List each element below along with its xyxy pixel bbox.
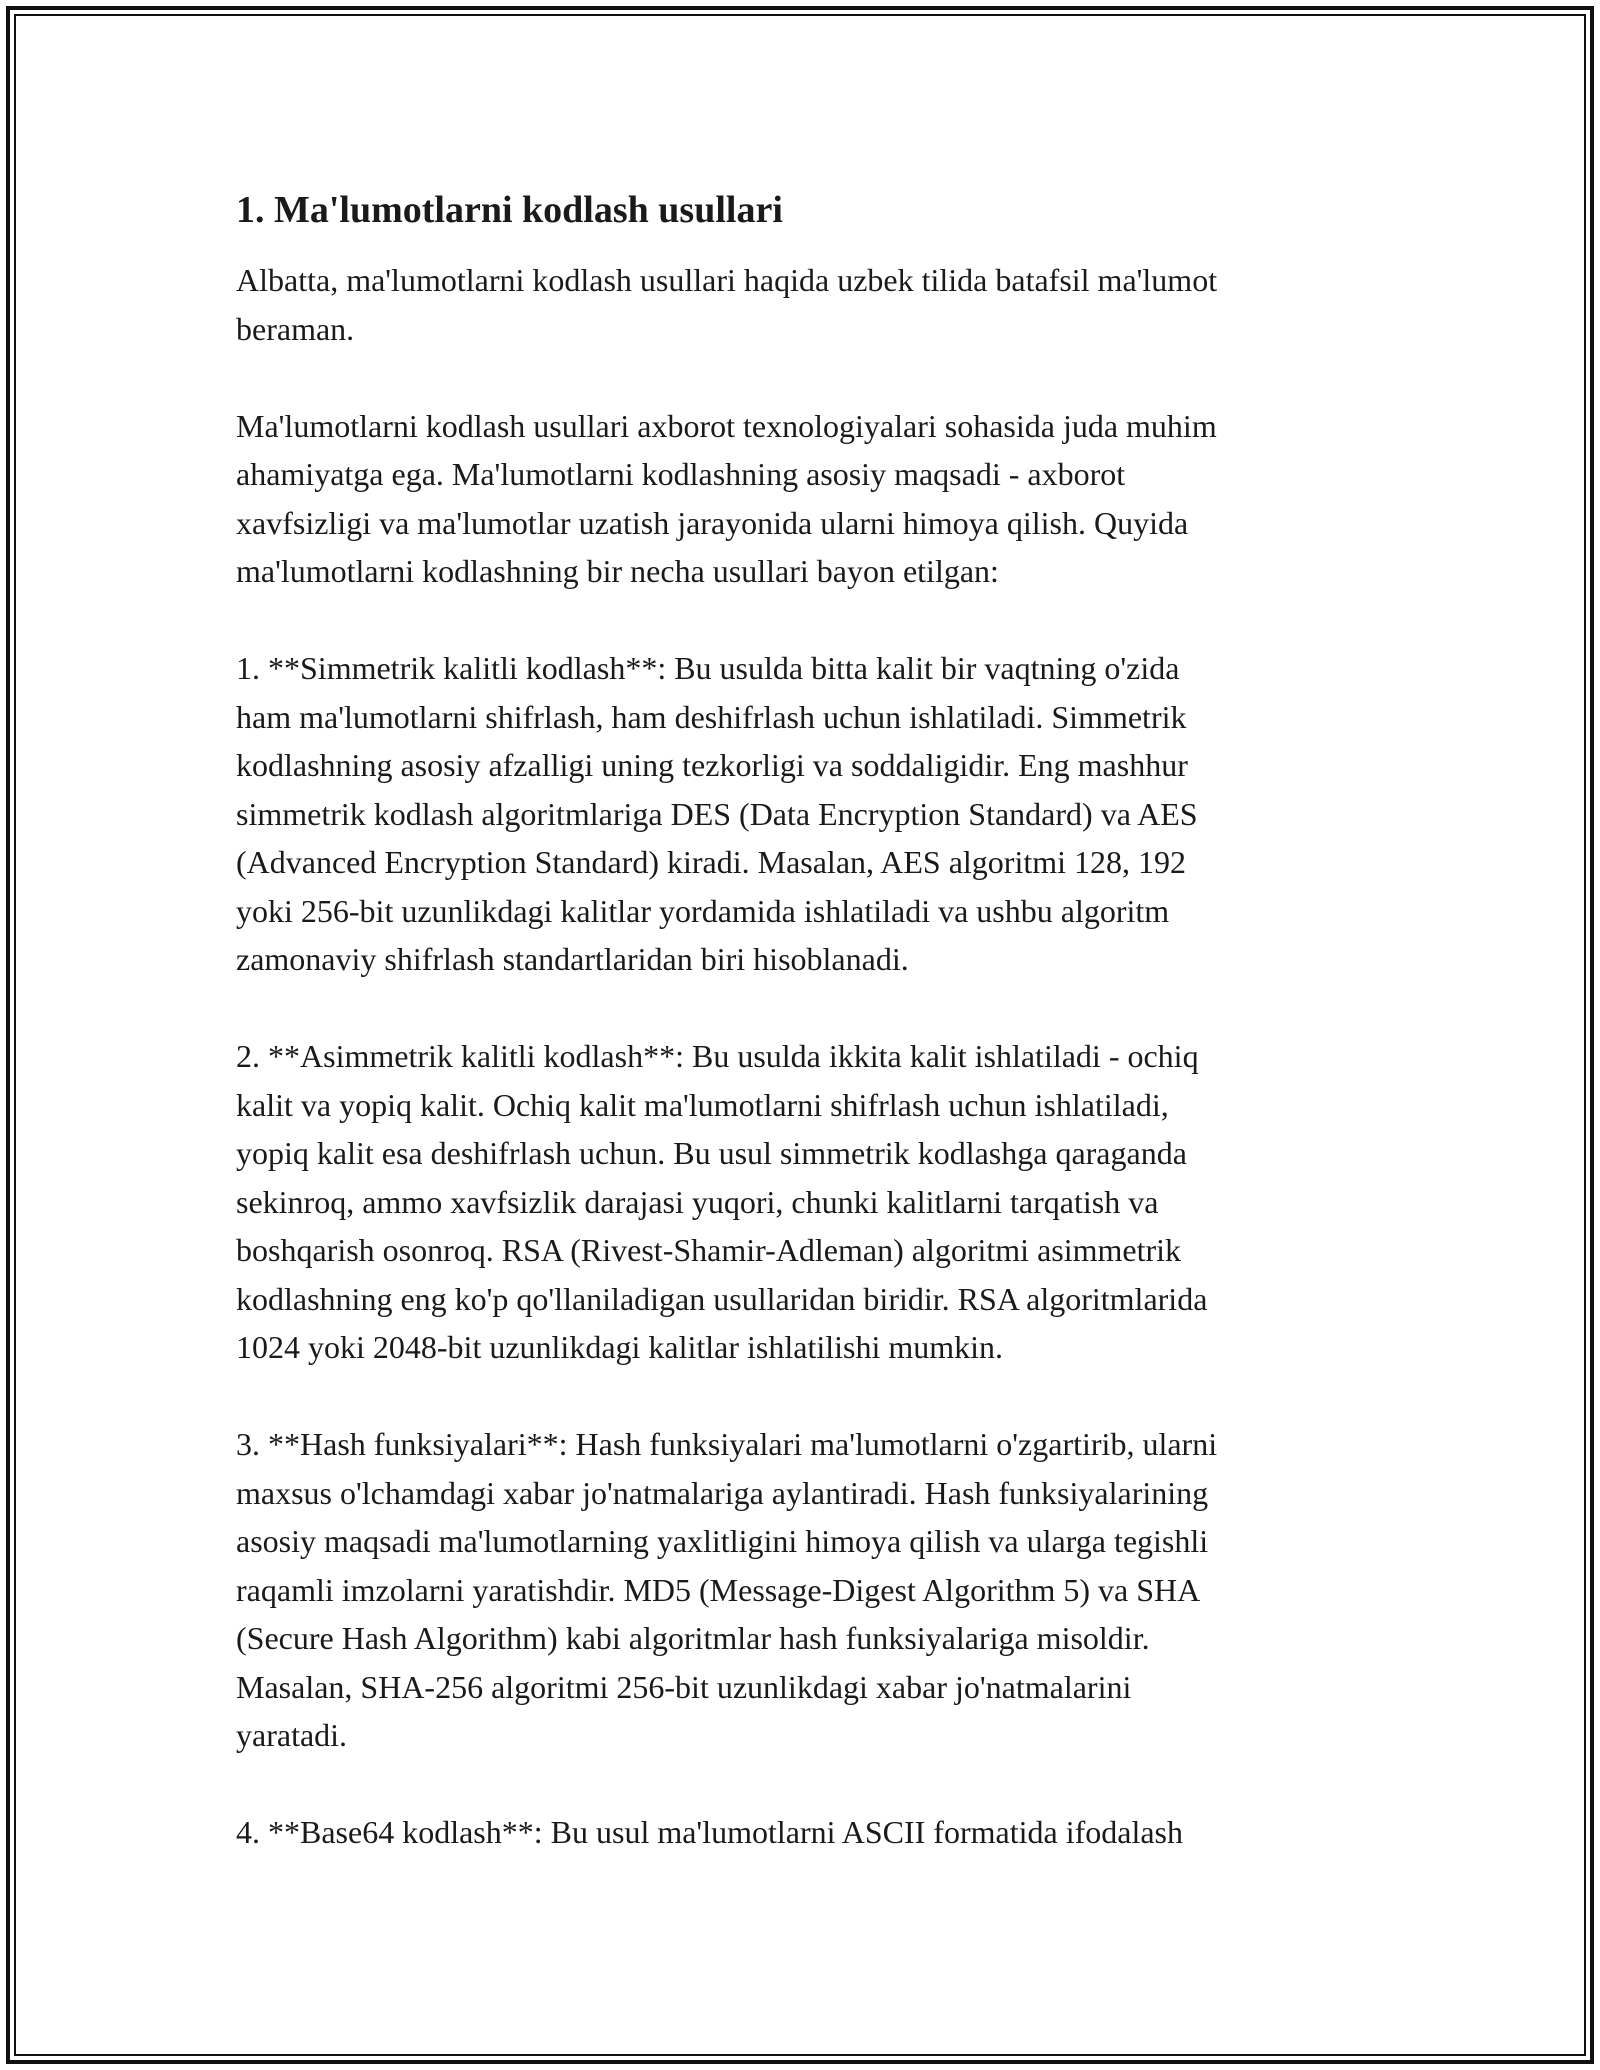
text-line: 2. **Asimmetrik kalitli kodlash**: Bu usulda ikkita kalit ishlatiladi - ochiq [236,1038,1199,1074]
text-line: (Advanced Encryption Standard) kiradi. Masalan, AES algoritmi 128, 192 [236,844,1187,880]
text-line: kodlashning asosiy afzalligi uning tezkorligi va soddaligidir. Eng mashhur [236,747,1188,783]
text-line: zamonaviy shifrlash standartlaridan biri hisoblanadi. [236,941,909,977]
text-line: simmetrik kodlash algoritmlariga DES (Data Encryption Standard) va AES [236,795,1198,832]
text-line: boshqarish osonroq. RSA (Rivest-Shamir-Adleman) algoritmi asimmetrik [236,1232,1182,1268]
text-line: (Secure Hash Algorithm) kabi algoritmlar hash funksiyalariga misoldir. [236,1620,1150,1656]
text-line: Albatta, ma'lumotlarni kodlash usullari haqida uzbek tilida batafsil ma'lumot [236,262,1218,298]
text-line: yaratadi. [236,1717,348,1753]
text-line: ham ma'lumotlarni shifrlash, ham deshifrlash uchun ishlatiladi. Simmetrik [236,698,1187,735]
paragraph-asymmetric [236,1032,1366,1372]
text-line: 1024 yoki 2048-bit uzunlikdagi kalitlar ishlatilishi mumkin. [236,1329,1004,1365]
text-line: Masalan, SHA-256 algoritmi 256-bit uzunlikdagi xabar jo'natmalarini [236,1668,1132,1705]
text-line: Ma'lumotlarni kodlash usullari axborot texnologiyalari sohasida juda muhim [236,407,1217,444]
paragraph-overview [236,402,1366,596]
paragraph-symmetric [236,644,1366,984]
text-line: 3. **Hash funksiyalari**: Hash funksiyalari ma'lumotlarni o'zgartirib, ularni [236,1426,1218,1462]
text-line: maxsus o'lchamdagi xabar jo'natmalariga aylantiradi. Hash funksiyalarining [236,1474,1209,1511]
document-content [236,186,1366,1857]
paragraph-base64 [236,1808,1366,1857]
text-line: sekinroq, ammo xavfsizlik darajasi yuqori, chunki kalitlarni tarqatish va [236,1183,1159,1220]
text-line: beraman. [236,310,355,347]
text-line: ma'lumotlarni kodlashning bir necha usullari bayon etilgan: [236,553,999,589]
text-line: kalit va yopiq kalit. Ochiq kalit ma'lumotlarni shifrlash uchun ishlatiladi, [236,1086,1169,1123]
text-line: yopiq kalit esa deshifrlash uchun. Bu usul simmetrik kodlashga qaraganda [236,1135,1187,1171]
text-line: yoki 256-bit uzunlikdagi kalitlar yordamida ishlatiladi va ushbu algoritm [236,892,1170,929]
text-line: raqamli imzolarni yaratishdir. MD5 (Message-Digest Algorithm 5) va SHA [236,1571,1201,1608]
text-line: xavfsizligi va ma'lumotlar uzatish jarayonida ularni himoya qilish. Quyida [236,504,1189,541]
paragraph-intro [236,256,1366,353]
text-line: ahamiyatga ega. Ma'lumotlarni kodlashning asosiy maqsadi - axborot [236,456,1126,492]
paragraph-hash [236,1420,1366,1760]
text-line: 4. **Base64 kodlash**: Bu usul ma'lumotlarni ASCII formatida ifodalash [236,1814,1183,1850]
text-line: 1. **Simmetrik kalitli kodlash**: Bu usulda bitta kalit bir vaqtning o'zida [236,650,1180,686]
text-line: asosiy maqsadi ma'lumotlarning yaxlitligini himoya qilish va ularga tegishli [236,1523,1209,1559]
document-title: 1. Ma'lumotlarni kodlash usullari [236,189,783,231]
text-line: kodlashning eng ko'p qo'llaniladigan usullaridan biridir. RSA algoritmlarida [236,1280,1208,1317]
